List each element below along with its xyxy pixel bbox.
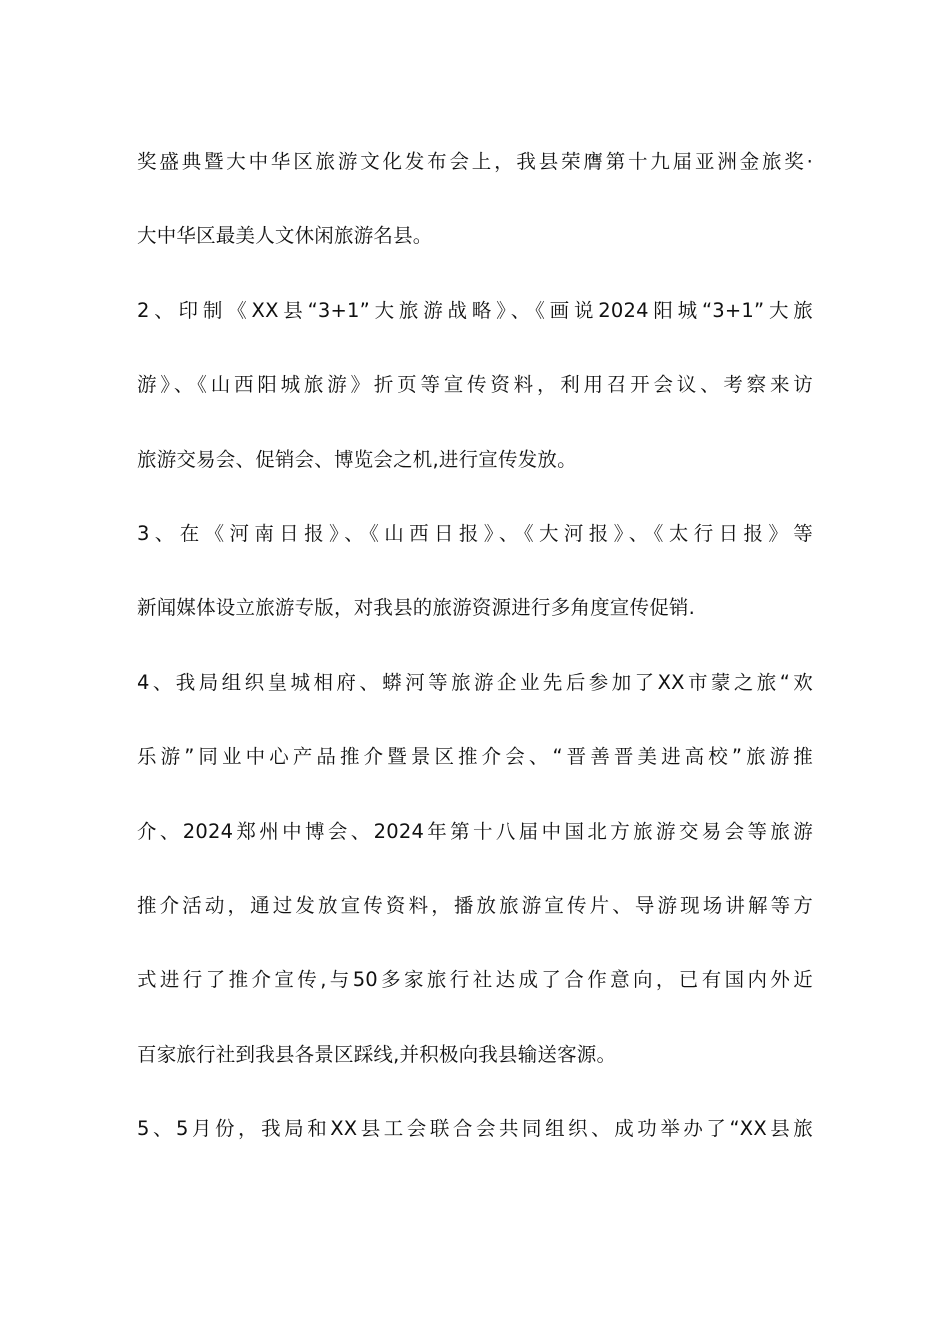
text-line: 2、印制《XX县“3+1”大旅游战略》、《画说2024阳城“3+1”大旅 (137, 298, 813, 322)
text-line: 4、我局组织皇城相府、蟒河等旅游企业先后参加了XX市蒙之旅“欢 (137, 670, 813, 694)
text-line: 5、5月份，我局和XX县工会联合会共同组织、成功举办了“XX县旅 (137, 1117, 813, 1141)
text-line: 介、2024郑州中博会、2024年第十八届中国北方旅游交易会等旅游 (137, 819, 813, 843)
text-line: 乐游”同业中心产品推介暨景区推介会、“晋善晋美进高校”旅游推 (137, 745, 813, 769)
text-line: 游》、《山西阳城旅游》折页等宣传资料，利用召开会议、考察来访 (137, 373, 813, 397)
text-line: 新闻媒体设立旅游专版，对我县的旅游资源进行多角度宣传促销. (137, 596, 695, 620)
text-line: 奖盛典暨大中华区旅游文化发布会上，我县荣膺第十九届亚洲金旅奖· (137, 150, 813, 173)
text-line: 大中华区最美人文休闲旅游名县。 (137, 224, 433, 248)
text-line: 百家旅行社到我县各景区踩线,并积极向我县输送客源。 (137, 1042, 617, 1066)
text-line: 推介活动，通过发放宣传资料，播放旅游宣传片、导游现场讲解等方 (137, 893, 813, 917)
text-line: 3、在《河南日报》、《山西日报》、《大河报》、《太行日报》等 (137, 521, 813, 545)
text-line: 式进行了推介宣传,与50多家旅行社达成了合作意向，已有国内外近 (137, 968, 813, 992)
text-line: 旅游交易会、促销会、博览会之机,进行宣传发放。 (137, 447, 577, 471)
body-text (137, 140, 813, 1181)
